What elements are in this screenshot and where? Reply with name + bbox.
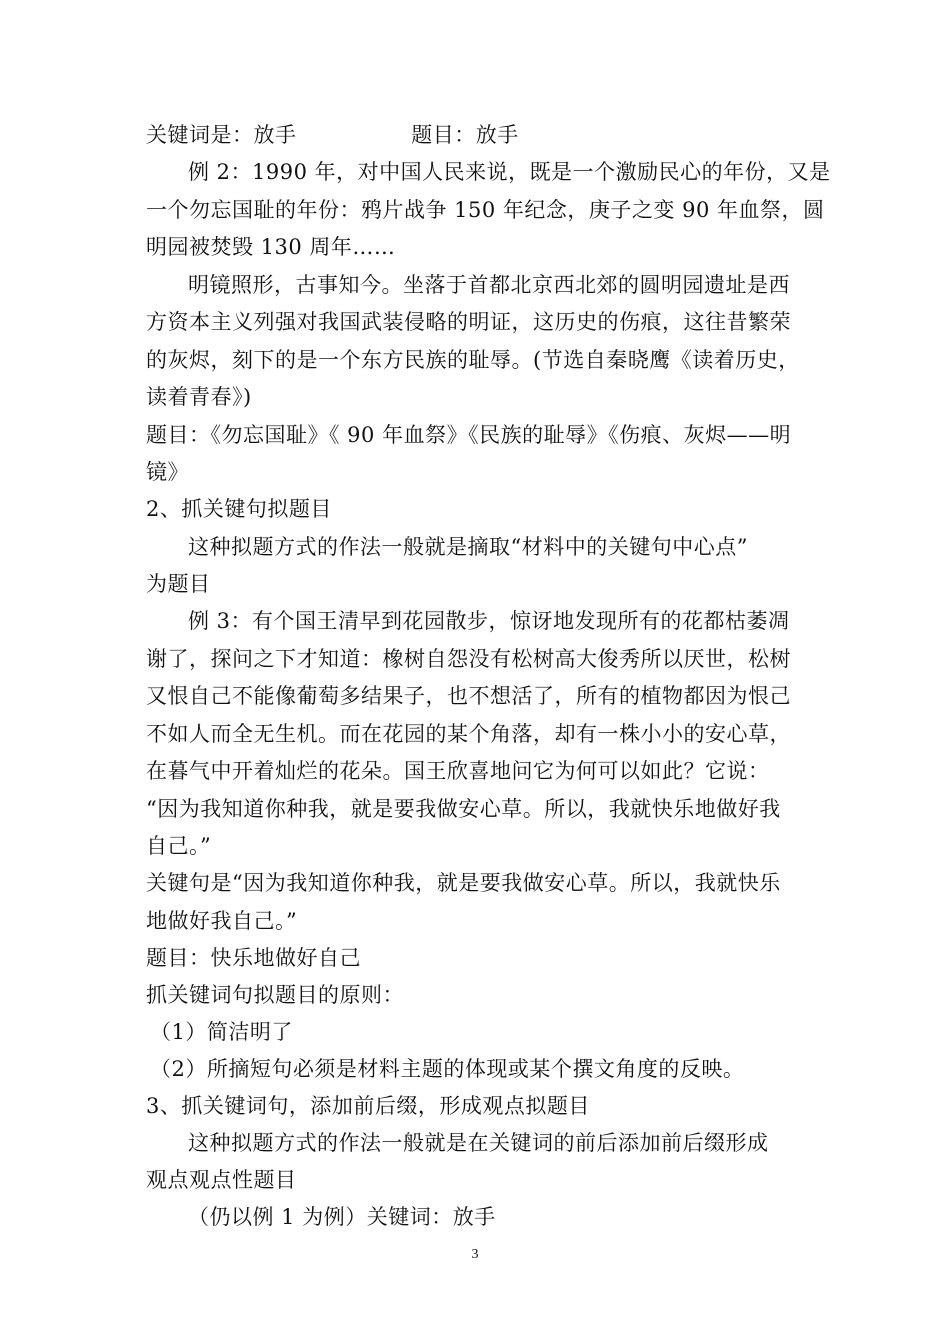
text-line: 自己。” (146, 834, 212, 858)
text-line: 抓关键词句拟题目的原则： (146, 983, 404, 1007)
text-line: 这种拟题方式的作法一般就是摘取“材料中的关键句中心点” (188, 535, 748, 559)
page-number: 3 (471, 1247, 479, 1262)
text-line: 的灰烬，刻下的是一个东方民族的耻辱。(节选自秦晓鹰《读着历史， (146, 348, 800, 372)
text-line: 明镜照形，古事知今。坐落于首都北京西北郊的圆明园遗址是西 (188, 273, 790, 297)
section-heading: 3、抓关键词句，添加前后缀，形成观点拟题目 (146, 1094, 590, 1118)
text-line: 一个勿忘国耻的年份：鸦片战争 150 年纪念，庚子之变 90 年血祭，圆 (146, 198, 825, 222)
text-line: 谢了，探问之下才知道：橡树自怨没有松树高大俊秀所以厌世，松树 (146, 647, 791, 671)
text-line: 这种拟题方式的作法一般就是在关键词的前后添加前后缀形成 (188, 1131, 769, 1155)
list-item: （2）所摘短句必须是材料主题的体现或某个撰文角度的反映。 (150, 1057, 745, 1081)
text-line: 又恨自己不能像葡萄多结果子，也不想活了，所有的植物都因为恨己 (146, 684, 791, 708)
text-line: 题目：《勿忘国耻》《 90 年血祭》《民族的耻辱》《伤痕、灰烬——明 (146, 423, 792, 447)
text-line: “因为我知道你种我，就是要我做安心草。所以，我就快乐地做好我 (146, 797, 781, 821)
text-line: 读着青春》) (146, 385, 252, 409)
text-line: 镜》 (146, 460, 189, 484)
text-line: 为题目 (146, 572, 211, 596)
text-line: 明园被焚毁 130 周年…… (146, 235, 396, 259)
section-heading: 2、抓关键句拟题目 (146, 497, 332, 521)
text-line: 地做好我自己。” (146, 909, 298, 933)
text-line: 例 3：有个国王清早到花园散步，惊讶地发现所有的花都枯萎凋 (188, 609, 790, 633)
list-item: （1）简洁明了 (150, 1020, 293, 1044)
text-line: 观点观点性题目 (146, 1168, 297, 1192)
text-line: 关键词是：放手 题目：放手 (146, 123, 519, 147)
text-line: 在暮气中开着灿烂的花朵。国王欣喜地问它为何可以如此？它说： (146, 759, 770, 783)
text-line: 方资本主义列强对我国武装侵略的明证，这历史的伤痕，这往昔繁荣 (146, 310, 791, 334)
text-line: 不如人而全无生机。而在花园的某个角落，却有一株小小的安心草， (146, 722, 791, 746)
text-line: （仍以例 1 为例）关键词：放手 (188, 1205, 496, 1229)
text-line: 题目：快乐地做好自己 (146, 946, 361, 970)
text-line: 关键句是“因为我知道你种我，就是要我做安心草。所以，我就快乐 (146, 871, 781, 895)
text-line: 例 2：1990 年，对中国人民来说，既是一个激励民心的年份，又是 (188, 160, 831, 184)
